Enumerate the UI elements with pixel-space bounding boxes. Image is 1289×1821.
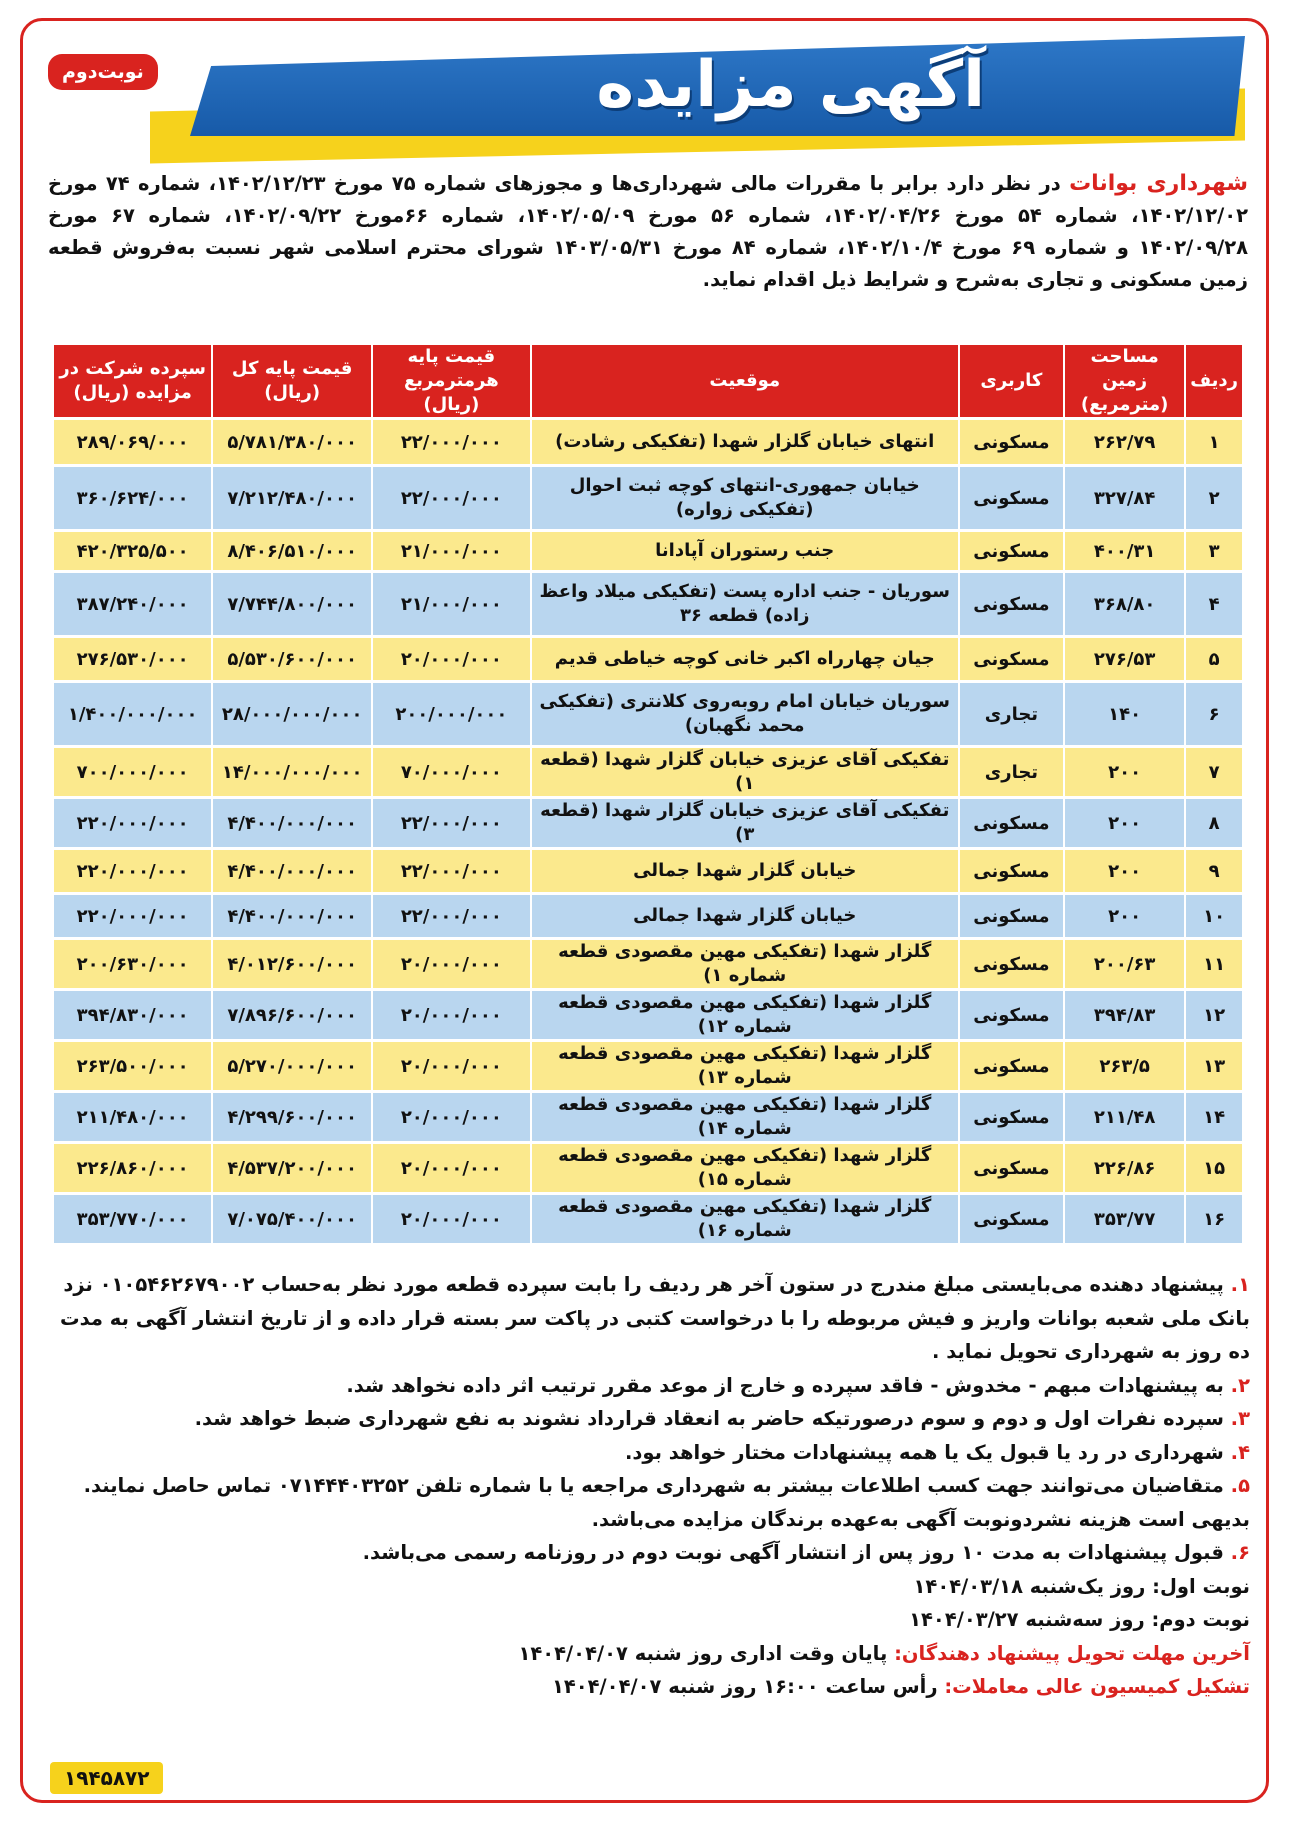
cell-deposit: ۲۷۶/۵۳۰/۰۰۰: [52, 638, 211, 680]
cell-location: سوریان خیابان امام روبه‌روی کلانتری (تفکیکی محمد نگهبان): [530, 683, 958, 745]
cell-unit-price: ۲۲/۰۰۰/۰۰۰: [371, 895, 530, 937]
ad-title: آگهی مزایده: [596, 48, 985, 122]
cell-unit-price: ۲۲/۰۰۰/۰۰۰: [371, 799, 530, 847]
cell-deposit: ۲۲۰/۰۰۰/۰۰۰: [52, 895, 211, 937]
conditions-section: [50, 1268, 1250, 1704]
cell-deposit: ۲۲۰/۰۰۰/۰۰۰: [52, 850, 211, 892]
condition-number: ۱.: [1230, 1273, 1250, 1296]
cell-usage: مسکونی: [958, 850, 1063, 892]
cell-area: ۲۰۰: [1063, 850, 1184, 892]
deadline-value: پایان وقت اداری روز شنبه ۱۴۰۴/۰۴/۰۷: [518, 1641, 888, 1665]
cell-location: جنب رستوران آپادانا: [530, 532, 958, 570]
cell-deposit: ۴۲۰/۳۲۵/۵۰۰: [52, 532, 211, 570]
cell-row: ۶: [1184, 683, 1242, 745]
cell-unit-price: ۲۰/۰۰۰/۰۰۰: [371, 940, 530, 988]
condition-item: [50, 1436, 1250, 1470]
cell-total-price: ۸/۴۰۶/۵۱۰/۰۰۰: [211, 532, 371, 570]
cell-area: ۲۰۰: [1063, 748, 1184, 796]
cell-location: گلزار شهدا (تفکیکی مهین مقصودی قطعه شماره ۱۶): [530, 1195, 958, 1243]
cell-location: انتهای خیابان گلزار شهدا (تفکیکی رشادت): [530, 420, 958, 464]
cell-row: ۱: [1184, 420, 1242, 464]
first-round-line: [50, 1570, 1250, 1604]
cell-unit-price: ۲۰/۰۰۰/۰۰۰: [371, 1093, 530, 1141]
cell-usage: مسکونی: [958, 1093, 1063, 1141]
table-row: [52, 1042, 1242, 1090]
commission-label: تشکیل کمیسیون عالی معاملات:: [944, 1675, 1250, 1698]
cell-usage: مسکونی: [958, 1042, 1063, 1090]
cell-area: ۳۹۴/۸۳: [1063, 991, 1184, 1039]
cell-total-price: ۲۸/۰۰۰/۰۰۰/۰۰۰: [211, 683, 371, 745]
cell-deposit: ۳۵۳/۷۷۰/۰۰۰: [52, 1195, 211, 1243]
cell-unit-price: ۲۱/۰۰۰/۰۰۰: [371, 532, 530, 570]
header-unit-price: قیمت پایه هرمترمربع (ریال): [371, 345, 530, 417]
condition-text: به پیشنهادات مبهم - مخدوش - فاقد سپرده و خارج از موعد مقرر ترتیب اثر داده نخواهد شد.: [346, 1373, 1224, 1397]
table-row: [52, 850, 1242, 892]
second-round-line: [50, 1603, 1250, 1637]
cell-row: ۲: [1184, 467, 1242, 529]
table-row: [52, 1144, 1242, 1192]
cell-row: ۱۲: [1184, 991, 1242, 1039]
header-area: مساحت زمین (مترمربع): [1063, 345, 1184, 417]
cell-location: تفکیکی آقای عزیزی خیابان گلزار شهدا (قطعه ۳): [530, 799, 958, 847]
table-row: [52, 638, 1242, 680]
cell-location: تفکیکی آقای عزیزی خیابان گلزار شهدا (قطعه ۱): [530, 748, 958, 796]
cell-unit-price: ۷۰/۰۰۰/۰۰۰: [371, 748, 530, 796]
cell-location: سوریان - جنب اداره پست (تفکیکی میلاد واعظ زاده) قطعه ۳۶: [530, 573, 958, 635]
cell-area: ۳۶۸/۸۰: [1063, 573, 1184, 635]
table-row: [52, 683, 1242, 745]
cell-row: ۱۶: [1184, 1195, 1242, 1243]
condition-text: پیشنهاد دهنده می‌بایستی مبلغ مندرج در ستون آخر هر ردیف را بابت سپرده قطعه مورد نظر به‌حساب ۰۱۰۵۴۶۲۶۷۹۰۰۲ نزد بانک ملی شعبه بوانات واریز و فیش مربوطه را با درخواست کتبی در پاکت سر بسته قرار داده و از تاریخ انتشار آگهی به مدت ده روز به شهرداری تحویل نماید .: [60, 1273, 1250, 1363]
table-row: [52, 895, 1242, 937]
cell-unit-price: ۲۲/۰۰۰/۰۰۰: [371, 420, 530, 464]
cell-area: ۲۷۶/۵۳: [1063, 638, 1184, 680]
cell-deposit: ۲۸۹/۰۶۹/۰۰۰: [52, 420, 211, 464]
cell-usage: مسکونی: [958, 799, 1063, 847]
cell-unit-price: ۲۰/۰۰۰/۰۰۰: [371, 1144, 530, 1192]
cell-row: ۱۵: [1184, 1144, 1242, 1192]
cell-row: ۷: [1184, 748, 1242, 796]
cell-deposit: ۲۶۳/۵۰۰/۰۰۰: [52, 1042, 211, 1090]
cell-total-price: ۵/۷۸۱/۳۸۰/۰۰۰: [211, 420, 371, 464]
cell-unit-price: ۲۰/۰۰۰/۰۰۰: [371, 991, 530, 1039]
first-round-label: نوبت اول:: [1152, 1574, 1250, 1598]
second-round-label: نوبت دوم:: [1151, 1608, 1250, 1631]
cell-total-price: ۷/۲۱۲/۴۸۰/۰۰۰: [211, 467, 371, 529]
cell-total-price: ۷/۷۴۴/۸۰۰/۰۰۰: [211, 573, 371, 635]
cell-deposit: ۱/۴۰۰/۰۰۰/۰۰۰: [52, 683, 211, 745]
cell-usage: مسکونی: [958, 420, 1063, 464]
cell-location: گلزار شهدا (تفکیکی مهین مقصودی قطعه شماره ۱۳): [530, 1042, 958, 1090]
cell-usage: مسکونی: [958, 1144, 1063, 1192]
cell-area: ۳۵۳/۷۷: [1063, 1195, 1184, 1243]
cell-deposit: ۷۰۰/۰۰۰/۰۰۰: [52, 748, 211, 796]
cell-location: خیابان جمهوری-انتهای کوچه ثبت احوال (تفکیکی زواره): [530, 467, 958, 529]
cell-area: ۲۶۲/۷۹: [1063, 420, 1184, 464]
cell-usage: تجاری: [958, 683, 1063, 745]
condition-item: [50, 1369, 1250, 1403]
organization-name: شهرداری بوانات: [1069, 171, 1248, 196]
cell-area: ۲۱۱/۴۸: [1063, 1093, 1184, 1141]
condition-item: [50, 1268, 1250, 1369]
header-row-number: ردیف: [1184, 345, 1242, 417]
cell-total-price: ۴/۴۰۰/۰۰۰/۰۰۰: [211, 850, 371, 892]
header-total-price: قیمت پایه کل (ریال): [211, 345, 371, 417]
cell-total-price: ۱۴/۰۰۰/۰۰۰/۰۰۰: [211, 748, 371, 796]
cell-unit-price: ۲۰۰/۰۰۰/۰۰۰: [371, 683, 530, 745]
second-round-value: روز سه‌شنبه ۱۴۰۴/۰۳/۲۷: [909, 1608, 1145, 1631]
cell-usage: مسکونی: [958, 1195, 1063, 1243]
table-row: [52, 532, 1242, 570]
cell-area: ۲۲۶/۸۶: [1063, 1144, 1184, 1192]
cell-total-price: ۴/۰۱۲/۶۰۰/۰۰۰: [211, 940, 371, 988]
cell-row: ۸: [1184, 799, 1242, 847]
cell-location: گلزار شهدا (تفکیکی مهین مقصودی قطعه شماره ۱۴): [530, 1093, 958, 1141]
cell-area: ۳۲۷/۸۴: [1063, 467, 1184, 529]
cell-deposit: ۳۶۰/۶۲۴/۰۰۰: [52, 467, 211, 529]
cell-deposit: ۳۸۷/۲۴۰/۰۰۰: [52, 573, 211, 635]
cell-total-price: ۵/۲۷۰/۰۰۰/۰۰۰: [211, 1042, 371, 1090]
cell-unit-price: ۲۰/۰۰۰/۰۰۰: [371, 1195, 530, 1243]
intro-paragraph: [48, 168, 1248, 296]
table-header-row: [52, 345, 1242, 417]
condition-item: [50, 1402, 1250, 1436]
deadline-line: [50, 1637, 1250, 1671]
cell-deposit: ۲۰۰/۶۳۰/۰۰۰: [52, 940, 211, 988]
auction-table: [52, 342, 1242, 1246]
cell-location: جیان چهارراه اکبر خانی کوچه خیاطی قدیم: [530, 638, 958, 680]
table-row: [52, 573, 1242, 635]
cell-location: خیابان گلزار شهدا جمالی: [530, 895, 958, 937]
table-row: [52, 1093, 1242, 1141]
cell-deposit: ۲۲۰/۰۰۰/۰۰۰: [52, 799, 211, 847]
header-usage: کاربری: [958, 345, 1063, 417]
cell-usage: مسکونی: [958, 895, 1063, 937]
condition-number: ۳.: [1230, 1407, 1250, 1430]
header-location: موقعیت: [530, 345, 958, 417]
cell-location: خیابان گلزار شهدا جمالی: [530, 850, 958, 892]
table-row: [52, 799, 1242, 847]
table-row: [52, 420, 1242, 464]
cell-total-price: ۷/۸۹۶/۶۰۰/۰۰۰: [211, 991, 371, 1039]
cell-area: ۴۰۰/۳۱: [1063, 532, 1184, 570]
condition-item: [50, 1536, 1250, 1570]
cell-location: گلزار شهدا (تفکیکی مهین مقصودی قطعه شماره ۱۵): [530, 1144, 958, 1192]
cell-row: ۱۰: [1184, 895, 1242, 937]
first-round-value: روز یک‌شنبه ۱۴۰۴/۰۳/۱۸: [913, 1574, 1146, 1598]
cell-total-price: ۴/۴۰۰/۰۰۰/۰۰۰: [211, 799, 371, 847]
cell-total-price: ۴/۴۰۰/۰۰۰/۰۰۰: [211, 895, 371, 937]
cell-unit-price: ۲۲/۰۰۰/۰۰۰: [371, 467, 530, 529]
cell-row: ۹: [1184, 850, 1242, 892]
cell-row: ۵: [1184, 638, 1242, 680]
conditions-list: [50, 1268, 1250, 1570]
cell-usage: مسکونی: [958, 940, 1063, 988]
condition-number: ۶.: [1230, 1541, 1250, 1564]
header-deposit: سپرده شرکت در مزایده (ریال): [52, 345, 211, 417]
condition-number: ۵.: [1230, 1474, 1250, 1497]
cell-area: ۲۶۳/۵: [1063, 1042, 1184, 1090]
ad-code: ۱۹۴۵۸۷۲: [50, 1762, 163, 1794]
cell-unit-price: ۲۲/۰۰۰/۰۰۰: [371, 850, 530, 892]
cell-total-price: ۴/۵۳۷/۲۰۰/۰۰۰: [211, 1144, 371, 1192]
cell-area: ۱۴۰: [1063, 683, 1184, 745]
cell-deposit: ۳۹۴/۸۳۰/۰۰۰: [52, 991, 211, 1039]
cell-row: ۳: [1184, 532, 1242, 570]
cell-unit-price: ۲۰/۰۰۰/۰۰۰: [371, 638, 530, 680]
cell-area: ۲۰۰: [1063, 895, 1184, 937]
cell-total-price: ۷/۰۷۵/۴۰۰/۰۰۰: [211, 1195, 371, 1243]
condition-text: شهرداری در رد یا قبول یک یا همه پیشنهادات مختار خواهد بود.: [624, 1440, 1224, 1464]
ad-header: [150, 36, 1245, 154]
cell-usage: مسکونی: [958, 638, 1063, 680]
condition-text: متقاضیان می‌توانند جهت کسب اطلاعات بیشتر به شهرداری مراجعه یا با شماره تلفن ۰۷۱۴۴۴۰۳۲۵۲ تماس حاصل نمایند. بدیهی است هزینه نشردونوبت آگهی به‌عهده برندگان مزایده می‌باشد.: [83, 1474, 1250, 1531]
deadline-label: آخرین مهلت تحویل پیشنهاد دهندگان:: [894, 1641, 1250, 1665]
cell-area: ۲۰۰/۶۳: [1063, 940, 1184, 988]
cell-usage: مسکونی: [958, 532, 1063, 570]
cell-total-price: ۴/۲۹۹/۶۰۰/۰۰۰: [211, 1093, 371, 1141]
cell-usage: تجاری: [958, 748, 1063, 796]
table-body: [52, 420, 1242, 1243]
commission-value: رأس ساعت ۱۶:۰۰ روز شنبه ۱۴۰۴/۰۴/۰۷: [551, 1675, 938, 1698]
cell-row: ۱۳: [1184, 1042, 1242, 1090]
cell-usage: مسکونی: [958, 467, 1063, 529]
cell-location: گلزار شهدا (تفکیکی مهین مقصودی قطعه شماره ۱): [530, 940, 958, 988]
table-row: [52, 1195, 1242, 1243]
table-row: [52, 748, 1242, 796]
cell-row: ۱۴: [1184, 1093, 1242, 1141]
round-badge: نوبت‌دوم: [48, 54, 158, 90]
table-row: [52, 467, 1242, 529]
condition-text: قبول پیشنهادات به مدت ۱۰ روز پس از انتشار آگهی نوبت دوم در روزنامه رسمی می‌باشد.: [362, 1541, 1224, 1564]
intro-text: در نظر دارد برابر با مقررات مالی شهرداری‌ها و مجوزهای شماره ۷۵ مورخ ۱۴۰۲/۱۲/۲۳، شماره ۷۴ مورخ ۱۴۰۲/۱۲/۰۲، شماره ۵۴ مورخ ۱۴۰۲/۰۴/۲۶، شماره ۵۶ مورخ ۱۴۰۲/۰۵/۰۹، شماره ۶۶مورخ ۱۴۰۲/۰۹/۲۲، شماره ۶۷ مورخ ۱۴۰۲/۰۹/۲۸ و شماره ۶۹ مورخ ۱۴۰۲/۱۰/۴، شماره ۸۴ مورخ ۱۴۰۳/۰۵/۳۱ شورای محترم اسلامی شهر نسبت به‌فروش قطعه زمین مسکونی و تجاری به‌شرح و شرایط ذیل اقدام نماید.: [48, 172, 1249, 291]
cell-deposit: ۲۲۶/۸۶۰/۰۰۰: [52, 1144, 211, 1192]
cell-unit-price: ۲۰/۰۰۰/۰۰۰: [371, 1042, 530, 1090]
commission-line: [50, 1670, 1250, 1704]
cell-usage: مسکونی: [958, 573, 1063, 635]
cell-row: ۱۱: [1184, 940, 1242, 988]
condition-number: ۴.: [1230, 1440, 1250, 1464]
cell-row: ۴: [1184, 573, 1242, 635]
cell-area: ۲۰۰: [1063, 799, 1184, 847]
cell-unit-price: ۲۱/۰۰۰/۰۰۰: [371, 573, 530, 635]
condition-item: [50, 1469, 1250, 1536]
cell-total-price: ۵/۵۳۰/۶۰۰/۰۰۰: [211, 638, 371, 680]
condition-number: ۲.: [1230, 1373, 1250, 1397]
cell-usage: مسکونی: [958, 991, 1063, 1039]
condition-text: سپرده نفرات اول و دوم و سوم درصورتیکه حاضر به انعقاد قرارداد نشوند به نفع شهرداری ضبط خواهد شد.: [194, 1407, 1224, 1430]
table-row: [52, 940, 1242, 988]
table-row: [52, 991, 1242, 1039]
cell-deposit: ۲۱۱/۴۸۰/۰۰۰: [52, 1093, 211, 1141]
cell-location: گلزار شهدا (تفکیکی مهین مقصودی قطعه شماره ۱۲): [530, 991, 958, 1039]
